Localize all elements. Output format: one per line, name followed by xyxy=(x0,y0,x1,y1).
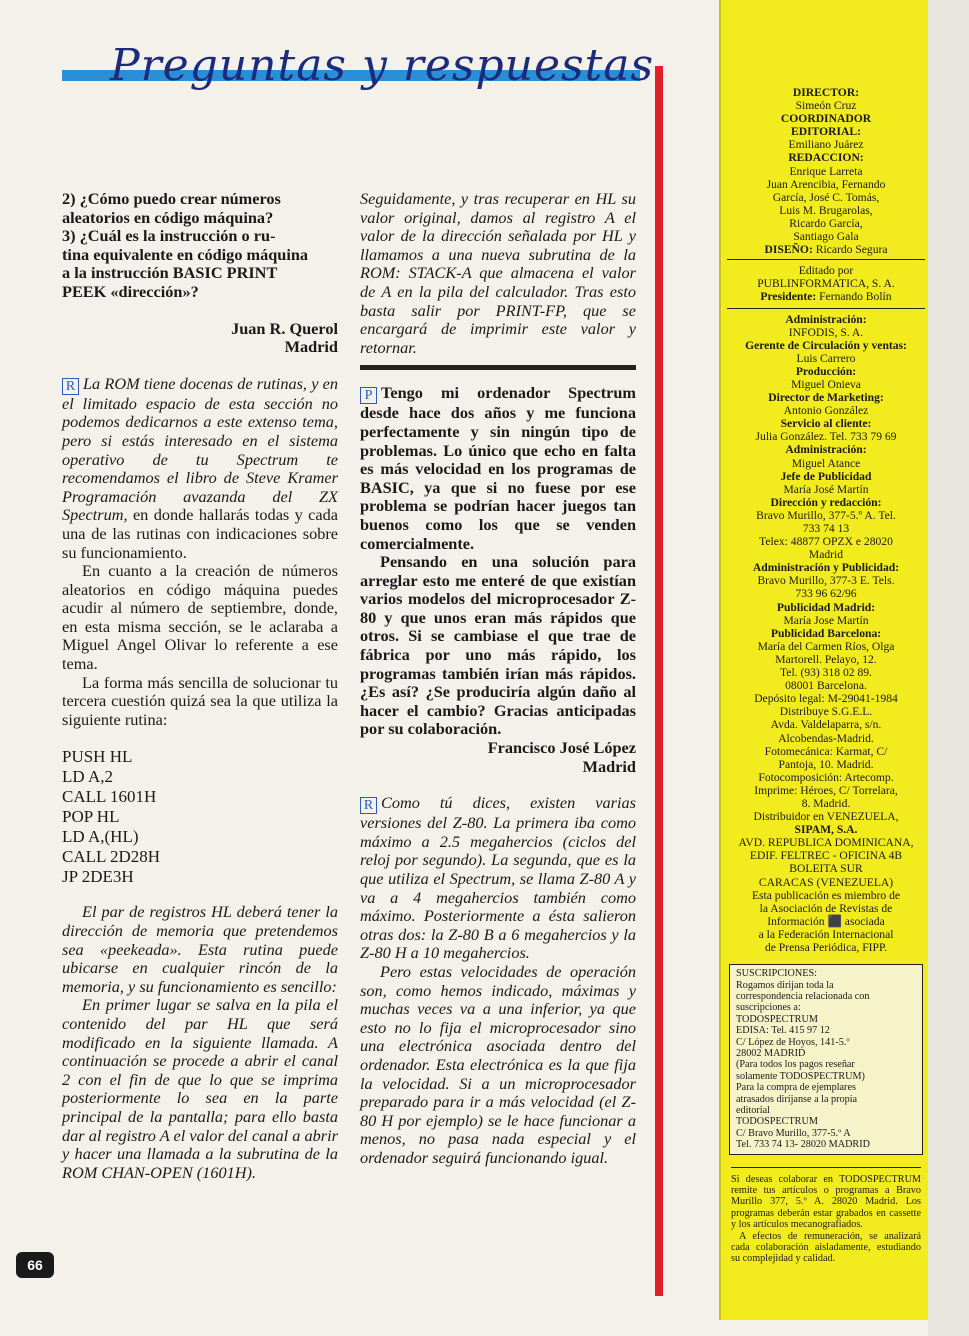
signature-name: Francisco José López xyxy=(487,738,636,758)
code-line: LD A,(HL) xyxy=(62,827,139,847)
admin-line: 733 96 62/96 xyxy=(795,587,857,601)
admin-line: Tel. (93) 318 02 89. xyxy=(780,666,872,680)
page-margin xyxy=(928,0,969,1336)
staff-line: EDITORIAL: xyxy=(790,125,861,139)
admin-line: Dirección y redacción: xyxy=(770,495,882,509)
signature-city: Madrid xyxy=(582,756,636,776)
admin-line: Servicio al cliente: xyxy=(780,417,872,431)
code-line: JP 2DE3H xyxy=(62,867,134,887)
staff-line: Ricardo García, xyxy=(789,216,863,230)
admin-line: Imprime: Héroes, C/ Torrelara, xyxy=(754,783,898,797)
admin-line: Administración: xyxy=(785,443,867,457)
admin-line: María José Martín xyxy=(783,482,869,496)
staff-line: Luis M. Brugarolas, xyxy=(779,203,873,217)
admin-list xyxy=(727,313,925,955)
design-credit: DISEÑO: Ricardo Segura xyxy=(764,243,888,257)
column-right xyxy=(360,190,636,1168)
signature-name: Juan R. Querol xyxy=(231,318,338,338)
divider xyxy=(727,308,925,309)
admin-line: Madrid xyxy=(808,548,844,562)
admin-line: Jefe de Publicidad xyxy=(780,469,872,483)
admin-line: AVD. REPUBLICA DOMINICANA, xyxy=(738,836,914,850)
question-line: 2) ¿Cómo puedo crear números xyxy=(62,189,281,208)
answer-marker-icon: R xyxy=(360,797,377,814)
staff-line: Simeón Cruz xyxy=(795,99,857,113)
publisher-line: Editado por xyxy=(798,264,854,278)
subscription-line: TODOSPECTRUM xyxy=(736,1013,818,1025)
question-marker-icon: P xyxy=(360,387,377,404)
admin-line: Pantoja, 10. Madrid. xyxy=(778,757,874,771)
answer-paragraph: R La ROM tiene docenas de rutinas, y en el limitado espacio de esta sección no podemos dedicarnos a este extenso tema, pero si estás interesado en el sistema operativo de tu Spectrum te recomendamos el libro de Steve Kramer Programación avazanda del ZX Spectrum, en donde hallarás todas y cada una de las rutinas con indicaciones sobre su funcionamiento. xyxy=(62,373,338,562)
admin-line: Fotomecánica: Karmat, C/ xyxy=(764,744,888,758)
admin-line: Alcobendas-Madrid. xyxy=(778,731,874,745)
admin-line: Fotocomposición: Artecomp. xyxy=(758,770,894,784)
question-line: PEEK «dirección»? xyxy=(62,281,199,301)
admin-line: Administración y Publicidad: xyxy=(752,561,900,575)
publisher-block xyxy=(727,264,925,290)
staff-line: COORDINADOR xyxy=(780,112,872,126)
contribute-note: Si deseas colaborar en TODOSPECTRUM remite tus artículos o programas a Bravo Murillo 377, 5.º A. 28020 Madrid. Los programas deberán estar grabados en cassette y los artículos mecanografiados. A efectos de remuneración, se analizará cada colaboración aisladamente, estudiando su complejidad y calidad. xyxy=(731,1167,921,1265)
answer-marker-icon: R xyxy=(62,378,79,395)
admin-line: INFODIS, S. A. xyxy=(788,325,864,339)
subscription-line: TODOSPECTRUM xyxy=(736,1116,818,1128)
staff-line: DIRECTOR: xyxy=(792,86,860,99)
admin-line: María Jose Martín xyxy=(783,613,869,627)
subscription-line: Para la compra de ejemplares xyxy=(736,1082,856,1094)
answer-paragraph: R Como tú dices, existen varias versiones del Z-80. La primera iba como máximo a 2.5 megahercios (ciclos del reloj por segundo). La segunda, que es la que utiliza el Spectrum, se llama Z-80 A y va a 4 megahercios también como máximo. Posteriormente a ésta salieron otras dos: la Z-80 B a 6 megahercios y la Z-80 H a 10 megahercios. xyxy=(360,793,636,963)
subscription-line: editorial xyxy=(736,1104,770,1116)
divider xyxy=(727,259,925,260)
signature-city: Madrid xyxy=(284,337,338,357)
subscription-line: C/ López de Hoyos, 141-5.º xyxy=(736,1036,850,1048)
admin-line: Distribuidor en VENEZUELA, xyxy=(753,810,899,824)
column-left xyxy=(62,190,338,1182)
code-line: LD A,2 xyxy=(62,767,113,787)
subscription-line: 28002 MADRID xyxy=(736,1047,806,1059)
subscription-line: (Para todos los pagos reseñar xyxy=(736,1059,855,1071)
staff-line: Emiliano Juárez xyxy=(788,138,864,152)
subscription-line: C/ Bravo Murillo, 377-5.º A xyxy=(736,1127,851,1139)
subscription-line: SUSCRIPCIONES: xyxy=(736,968,817,980)
admin-line: Telex: 48877 OPZX e 28020 xyxy=(759,535,893,549)
answer-paragraph: En cuanto a la creación de números aleatorios en código máquina puedes acudir al número de septiembre, donde, en esta misma sección, se le aclaraba a Miguel Angel Olivar lo referente a ese tema. xyxy=(62,561,338,674)
answer-paragraph: Seguidamente, y tras recuperar en HL su valor original, damos al registro A el valor de la dirección señalada por HL y llamamos a una nueva subrutina de la ROM: STACK-A que almacena el valor de A en la pila del calculador. Tras esto basta salir por PRINT-FP, que se encargará de imprimir este valor y retornar. xyxy=(360,189,636,357)
admin-line: Miguel Onieva xyxy=(791,377,861,391)
admin-line: BOLEITA SUR xyxy=(789,862,863,876)
admin-line: 8. Madrid. xyxy=(801,796,851,810)
publisher-line: PUBLINFORMATICA, S. A. xyxy=(757,277,895,291)
admin-line: a la Federación Internacional xyxy=(758,927,894,941)
admin-line: Miguel Atance xyxy=(791,456,861,470)
admin-line: 733 74 13 xyxy=(802,522,850,535)
staff-line: REDACCION: xyxy=(788,151,864,165)
code-line: PUSH HL xyxy=(62,747,133,767)
admin-line: Publicidad Madrid: xyxy=(776,600,876,614)
admin-line: la Asociación de Revistas de xyxy=(759,901,893,915)
question-separator xyxy=(360,365,636,370)
question-line: a la instrucción BASIC PRINT xyxy=(62,263,278,283)
staff-list xyxy=(727,86,925,243)
subscription-line: atrasados diríjanse a la propia xyxy=(736,1093,858,1105)
admin-line: Avda. Valdelaparra, s/n. xyxy=(770,718,882,732)
admin-line: CARACAS (VENEZUELA) xyxy=(758,875,894,889)
question-line: tina equivalente en código máquina xyxy=(62,244,309,264)
admin-line: Luis Carrero xyxy=(796,351,856,365)
code-line: CALL 1601H xyxy=(62,787,157,807)
code-line: CALL 2D28H xyxy=(62,847,161,867)
subscription-line: Tel. 733 74 13- 28020 MADRID xyxy=(736,1139,870,1151)
admin-line: EDIF. FELTREC - OFICINA 4B xyxy=(749,849,903,863)
admin-line: Esta publicación es miembro de xyxy=(751,888,901,902)
admin-line: Julia González. Tel. 733 79 69 xyxy=(755,430,897,444)
answer-paragraph: En primer lugar se salva en la pila el contenido del par HL que será modificado en la siguiente llamada. A continuación se procede a abrir el canal 2 con el fin de que lo que se imprima posteriormente lo sea en la parte principal de la pantalla; para ello basta dar al registro A el valor del canal a abrir y hacer una llamada a la subrutina de la ROM CHAN-OPEN (1601H). xyxy=(62,995,338,1182)
admin-line: Director de Marketing: xyxy=(768,391,884,405)
subscriptions-box xyxy=(729,964,923,1155)
question-paragraph: Pensando en una solución para arreglar esto me enteré de que existían varios modelos del microprocesador Z-80 y que unos eran más rápidos que otros. Si se cambiase el que trae de fábrica por uno más rápido, los programas también irían más rápidos. ¿Es así? ¿Se produciría algún daño al hacer el cambio? Gracias anticipadas por su colaboración. xyxy=(360,552,636,739)
code-listing xyxy=(62,747,338,887)
page-number: 66 xyxy=(16,1252,54,1278)
code-line: POP HL xyxy=(62,807,120,827)
admin-line: Administración: xyxy=(785,312,867,326)
subscription-line: suscripciones a: xyxy=(736,1002,801,1014)
admin-line: Bravo Murillo, 377-5.º A. Tel. xyxy=(756,508,896,522)
question-lines xyxy=(62,190,338,302)
subscription-line: EDISA: Tel. 415 97 12 xyxy=(736,1025,830,1037)
admin-line: Antonio González xyxy=(783,404,869,418)
question-line: aleatorios en código máquina? xyxy=(62,207,274,227)
admin-line: Gerente de Circulación y ventas: xyxy=(745,338,907,352)
staff-line: García, José C. Tomás, xyxy=(772,190,880,204)
admin-line: Martorell. Pelayo, 12. xyxy=(775,652,877,666)
admin-line: Depósito legal: M-29041-1984 xyxy=(754,692,898,706)
staff-line: Santiago Gala xyxy=(793,230,859,244)
question-line: 3) ¿Cuál es la instrucción o ru- xyxy=(62,226,276,246)
subscription-line: solamente TODOSPECTRUM) xyxy=(736,1070,865,1082)
subscription-line: correspondencia relacionada con xyxy=(736,990,870,1002)
admin-line: Bravo Murillo, 377-3 E. Tels. xyxy=(757,574,895,588)
answer-paragraph: El par de registros HL deberá tener la dirección de memoria que pretendemos sea «peekeada». Esta rutina puede ubicarse en cualquier rincón de la memoria, y su funcionamiento es sencillo: xyxy=(62,902,338,996)
section-title: Preguntas y respuestas xyxy=(110,40,655,91)
admin-line: María del Carmen Ríos, Olga xyxy=(757,639,895,653)
staff-line: Juan Arencibia, Fernando xyxy=(766,177,886,191)
president-credit: Presidente: Fernando Bolín xyxy=(760,290,892,304)
staff-line: Enrique Larreta xyxy=(789,164,863,178)
admin-line: 08001 Barcelona. xyxy=(785,679,867,693)
column-divider-red xyxy=(655,66,663,1296)
admin-line: Información ⬛ asociada xyxy=(767,914,885,928)
masthead-sidebar xyxy=(719,0,928,1320)
question-paragraph: P Tengo mi ordenador Spectrum desde hace dos años y me funciona perfectamente y sin ningún tipo de problemas. Lo único que echo en falta es más velocidad en los programas de BASIC, ya que si no fuese por ese problema se podrían hacer juegos tan buenos como los que se venden comercialmente. xyxy=(360,383,636,553)
answer-paragraph: Pero estas velocidades de operación son, como hemos indicado, máximas y muchas veces va a una inferior, ya que esto no lo fija el microprocesador sino una electrónica asociada dentro del ordenador. Esta electrónica es la que fija la velocidad. Si a un microprocesador preparado para ir a más velocidad (el Z-80 H por ejemplo) se le hace funcionar a menos, no pasa nada especial y el ordenador seguirá funcionando igual. xyxy=(360,961,636,1167)
admin-line: Producción: xyxy=(795,364,857,378)
subscription-line: Rogamos dirijan toda la xyxy=(736,979,834,991)
admin-line: de Prensa Periódica, FIPP. xyxy=(764,941,888,954)
admin-line: Distribuye S.G.E.L. xyxy=(779,705,873,719)
answer-paragraph: La forma más sencilla de solucionar tu tercera cuestión quizá sea la que utiliza la siguiente rutina: xyxy=(62,672,338,729)
admin-line: SIPAM, S.A. xyxy=(794,823,858,837)
admin-line: Publicidad Barcelona: xyxy=(770,626,882,640)
